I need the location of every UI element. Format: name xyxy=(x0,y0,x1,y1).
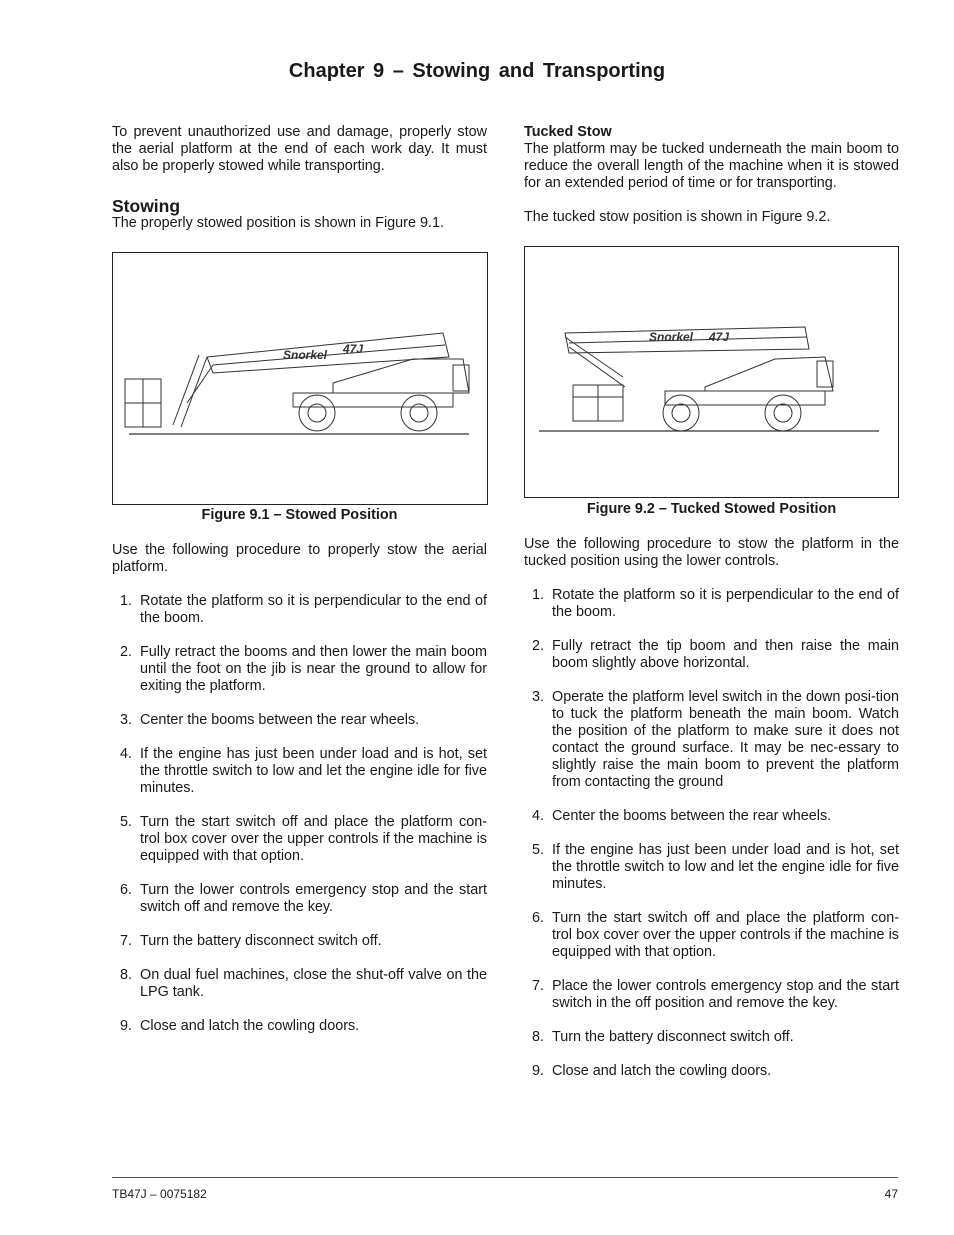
step-number: 2. xyxy=(532,638,545,654)
step-number: 4. xyxy=(532,808,545,824)
figure-9-1-caption: Figure 9.1 – Stowed Position xyxy=(201,507,398,523)
step-text: Turn the lower controls emergency stop and the start switch off and remove the key. xyxy=(140,882,487,915)
step-number: 3. xyxy=(532,689,545,705)
right-procedure xyxy=(524,536,899,1080)
step-text: Rotate the platform so it is perpendicular to the end of the boom. xyxy=(140,593,487,626)
procedure-step xyxy=(112,882,487,916)
figure-9-2 xyxy=(524,246,899,498)
procedure-step xyxy=(524,638,899,672)
step-number: 5. xyxy=(120,814,133,830)
procedure-step xyxy=(524,978,899,1012)
step-number: 9. xyxy=(120,1018,133,1034)
procedure-step xyxy=(112,933,487,950)
procedure-step xyxy=(112,967,487,1001)
footer-doc-id: TB47J – 0075182 xyxy=(112,1187,207,1201)
boom-model-label: 47J xyxy=(343,342,364,356)
step-text: Close and latch the cowling doors. xyxy=(552,1063,772,1079)
step-number: 2. xyxy=(120,644,133,660)
procedure-step xyxy=(524,689,899,791)
left-column xyxy=(112,124,487,232)
step-text: Place the lower controls emergency stop and the start switch in the off position and remove the key. xyxy=(552,978,899,1011)
page-title: Chapter 9 – Stowing and Transporting xyxy=(288,60,666,82)
step-number: 4. xyxy=(120,746,133,762)
right-steps-list xyxy=(524,587,899,1080)
tucked-machine-illustration xyxy=(525,247,900,499)
procedure-step xyxy=(112,712,487,729)
procedure-step xyxy=(524,910,899,961)
intro-paragraph: To prevent unauthorized use and damage, properly stow the aerial platform at the end of each work day. It must also be properly stowed while transporting. xyxy=(112,124,487,174)
stowed-machine-illustration xyxy=(113,253,489,506)
boom-brand-label: Snorkel xyxy=(283,348,328,362)
step-number: 9. xyxy=(532,1063,545,1079)
step-number: 7. xyxy=(532,978,545,994)
step-number: 1. xyxy=(120,593,133,609)
procedure-step xyxy=(112,814,487,865)
step-number: 1. xyxy=(532,587,545,603)
step-text: If the engine has just been under load and is hot, set the throttle switch to low and let the engine idle for five minutes. xyxy=(552,842,899,892)
step-number: 6. xyxy=(120,882,133,898)
step-number: 3. xyxy=(120,712,133,728)
tucked-intro: The platform may be tucked underneath the main boom to reduce the overall length of the machine when it is stowed for an extended period of time or for transporting. xyxy=(524,141,899,191)
tucked-reference: The tucked stow position is shown in Figure 9.2. xyxy=(524,209,831,225)
step-number: 8. xyxy=(120,967,133,983)
procedure-step xyxy=(524,808,899,825)
procedure-step xyxy=(524,1063,899,1080)
step-text: Turn the battery disconnect switch off. xyxy=(552,1029,794,1045)
step-text: Operate the platform level switch in the down posi-tion to tuck the platform beneath the main boom. Watch the position of the platform to make sure it does not contact the ground surface. It may be nec-essary to slightly raise the main boom to prevent the platform from contacting the ground xyxy=(552,689,899,790)
stow-reference: The properly stowed position is shown in Figure 9.1. xyxy=(112,215,444,231)
procedure-step xyxy=(524,842,899,893)
procedure-step xyxy=(524,1029,899,1046)
procedure-step xyxy=(112,1018,487,1035)
left-procedure-intro: Use the following procedure to properly stow the aerial platform. xyxy=(112,542,487,575)
step-number: 5. xyxy=(532,842,545,858)
step-number: 7. xyxy=(120,933,133,949)
left-procedure xyxy=(112,542,487,1035)
figure-9-2-caption: Figure 9.2 – Tucked Stowed Position xyxy=(586,501,837,517)
step-text: Fully retract the booms and then lower the main boom until the foot on the jib is near the ground to allow for exiting the platform. xyxy=(140,644,487,694)
boom-brand-label: Snorkel xyxy=(649,330,694,344)
step-text: Turn the battery disconnect switch off. xyxy=(140,933,382,949)
procedure-step xyxy=(112,593,487,627)
right-column xyxy=(524,124,899,226)
step-text: Turn the start switch off and place the platform con-trol box cover over the upper controls if the machine is equipped with that option. xyxy=(140,814,487,864)
left-steps-list xyxy=(112,593,487,1035)
step-text: Fully retract the tip boom and then raise the main boom slightly above horizontal. xyxy=(552,638,899,671)
step-text: Turn the start switch off and place the platform con-trol box cover over the upper controls if the machine is equipped with that option. xyxy=(552,910,899,960)
step-text: Center the booms between the rear wheels. xyxy=(552,808,832,824)
step-text: Center the booms between the rear wheels. xyxy=(140,712,420,728)
section-heading-tucked-stow: Tucked Stow xyxy=(524,124,612,140)
figure-9-1 xyxy=(112,252,488,505)
procedure-step xyxy=(112,746,487,797)
step-text: On dual fuel machines, close the shut-off valve on the LPG tank. xyxy=(140,967,487,1000)
step-text: Close and latch the cowling doors. xyxy=(140,1018,360,1034)
step-text: If the engine has just been under load and is hot, set the throttle switch to low and let the engine idle for five minutes. xyxy=(140,746,487,796)
page-number: 47 xyxy=(884,1187,898,1201)
step-number: 6. xyxy=(532,910,545,926)
procedure-step xyxy=(524,587,899,621)
step-text: Rotate the platform so it is perpendicular to the end of the boom. xyxy=(552,587,899,620)
procedure-step xyxy=(112,644,487,695)
step-number: 8. xyxy=(532,1029,545,1045)
footer-rule xyxy=(112,1177,898,1178)
boom-model-label: 47J xyxy=(709,330,730,344)
right-procedure-intro: Use the following procedure to stow the platform in the tucked position using the lower controls. xyxy=(524,536,899,569)
section-heading-stowing: Stowing xyxy=(112,196,181,216)
